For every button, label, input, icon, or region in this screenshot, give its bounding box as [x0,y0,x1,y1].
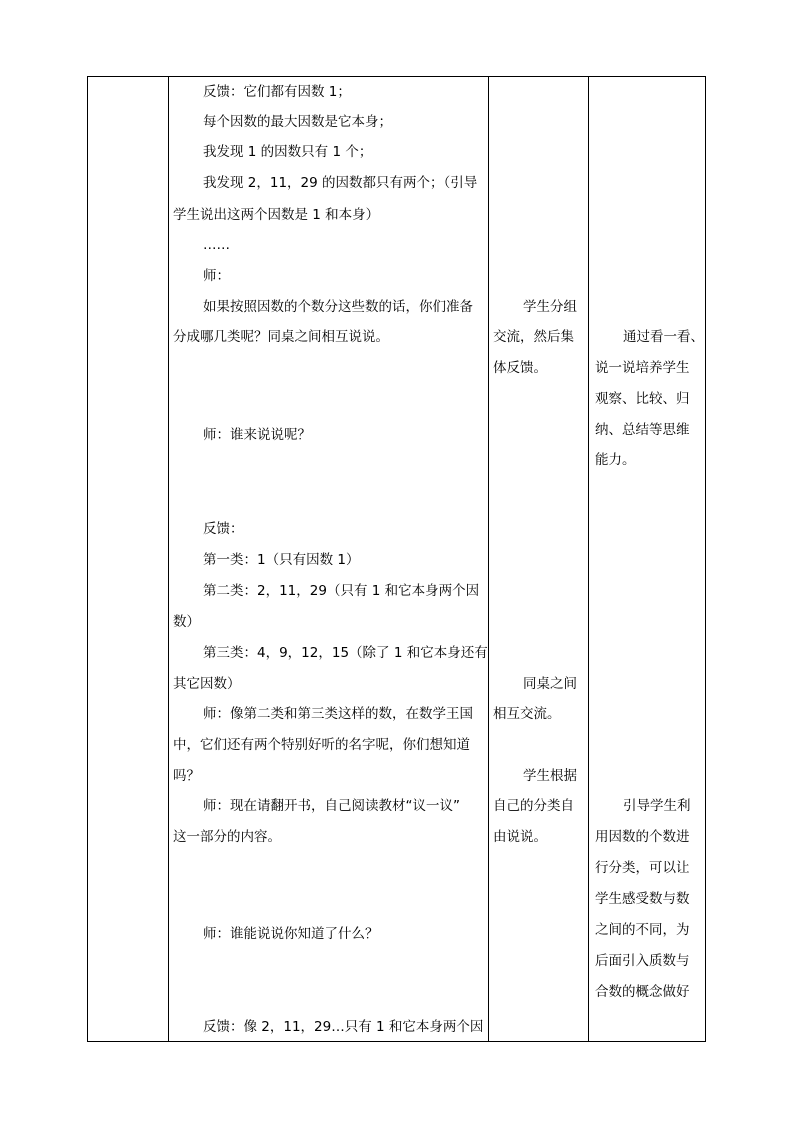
empty-first-column [88,77,168,1041]
main-column-line: 第一类：1（只有因数 1） [203,552,360,568]
intent-column-line: 用因数的个数进 [595,829,690,845]
main-column-line: 如果按照因数的个数分这些数的话，你们准备 [203,299,473,315]
main-column-line: 我发现 1 的因数只有 1 个； [203,144,373,160]
lesson-plan-table [87,76,706,1042]
student-activity-column [489,77,588,1041]
intent-column-line: 引导学生利 [623,798,691,814]
intent-column-line: 学生感受数与数 [595,891,690,907]
student-column-line: 相互交流。 [493,706,561,722]
student-column-line: 同桌之间 [523,676,577,692]
student-column-line: 学生分组 [523,299,577,315]
main-column-line: 这一部分的内容。 [173,829,281,845]
main-column-line: 师： [203,268,230,284]
main-column-line: 我发现 2，11，29 的因数都只有两个；（引导 [203,175,478,191]
intent-column-line: 纳、总结等思维 [595,422,690,438]
intent-column-line: 行分类，可以让 [595,860,690,876]
intent-column-line: 说一说培养学生 [595,360,690,376]
main-column-line: 吗？ [173,768,200,784]
intent-column-line: 后面引入质数与 [595,953,690,969]
main-column-line: 师：像第二类和第三类这样的数，在数学王国 [203,706,473,722]
main-column-line: 第二类：2，11，29（只有 1 和它本身两个因 [203,583,480,599]
student-column-line: 学生根据 [523,768,577,784]
main-column-line: 第三类：4，9，12，15（除了 1 和它本身还有 [203,645,488,661]
main-column-line: …… [203,237,230,253]
main-column-line: 师：现在请翻开书，自己阅读教材“议一议” [203,798,460,814]
student-column-line: 体反馈。 [493,360,547,376]
main-column-line: 分成哪几类呢？同桌之间相互说说。 [173,329,389,345]
main-column-line: 反馈：它们都有因数 1； [203,84,351,100]
student-column-line: 交流，然后集 [493,329,574,345]
main-column-line: 学生说出这两个因数是 1 和本身） [173,207,380,223]
main-column-line: 数） [173,614,200,630]
main-column-line: 反馈：像 2，11，29…只有 1 和它本身两个因 [203,1019,484,1035]
intent-column-line: 能力。 [595,452,636,468]
intent-column-line: 通过看一看、 [623,329,704,345]
main-column-line: 每个因数的最大因数是它本身； [203,114,392,130]
main-column-line: 中，它们还有两个特别好听的名字呢，你们想知道 [173,737,470,753]
intent-column-line: 之间的不同，为 [595,922,690,938]
intent-column-line: 观察、比较、归 [595,391,690,407]
main-column-line: 其它因数） [173,676,241,692]
main-column-line: 师：谁来说说呢？ [203,427,311,443]
student-column-line: 自己的分类自 [493,798,574,814]
main-column-line: 师：谁能说说你知道了什么？ [203,926,379,942]
intent-column-line: 合数的概念做好 [595,984,690,1000]
design-intent-column [589,77,707,1041]
student-column-line: 由说说。 [493,829,547,845]
teacher-activity-column [169,77,488,1041]
main-column-line: 反馈： [203,521,244,537]
